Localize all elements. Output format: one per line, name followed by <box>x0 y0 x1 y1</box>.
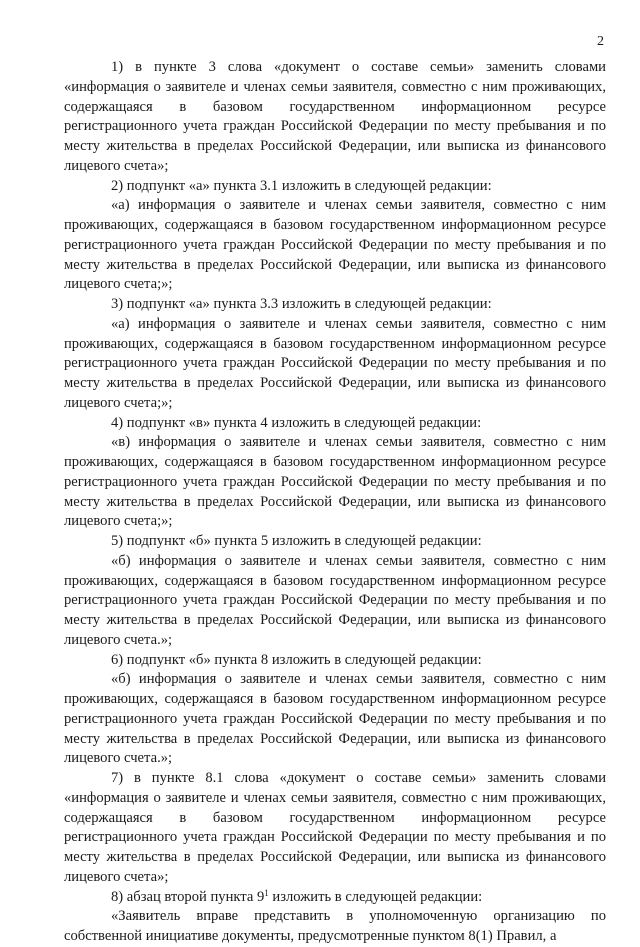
paragraph-item-3-text: «а) информация о заявителе и членах семьи заявителя, совместно с ним проживающих, содержащаяся в базовом государственном информационном ресурсе регистрационного учета граждан Российской Федерации по месту пребывания и по месту жительства в пределах Российской Федерации, или выписка из финансового лицевого счета;»; <box>64 315 606 411</box>
paragraph-item-1: 1) в пункте 3 слова «документ о составе семьи» заменить словами «информация о заявителе и членах семьи заявителя, совместно с ним проживающих, содержащаяся в базовом государственном информационном ресурсе регистрационного учета граждан Российской Федерации по месту пребывания и по месту жительства в пределах Российской Федерации, или выписка из финансового лицевого счета»; <box>64 59 606 174</box>
page-number: 2 <box>597 34 604 49</box>
item-8-text-start: 8) абзац второй пункта 9 <box>111 888 265 905</box>
paragraph-item-7: 7) в пункте 8.1 слова «документ о составе семьи» заменить словами «информация о заявителе и членах семьи заявителя, совместно с ним проживающих, содержащаяся в базовом государственном информационном ресурсе регистрационного учета граждан Российской Федерации по месту пребывания и по месту жительства в пределах Российской Федерации, или выписка из финансового лицевого счета»; <box>64 770 606 885</box>
paragraph-item-8-text: «Заявитель вправе представить в уполномоченную организацию по собственной инициативе документы, предусмотренные пунктом 8(1) Правил, а <box>64 908 606 944</box>
paragraph-item-2-text: «а) информация о заявителе и членах семьи заявителя, совместно с ним проживающих, содержащаяся в базовом государственном информационном ресурсе регистрационного учета граждан Российской Федерации по месту пребывания и по месту жительства в пределах Российской Федерации, или выписка из финансового лицевого счета;»; <box>64 197 606 293</box>
paragraph-item-6-text: «б) информация о заявителе и членах семьи заявителя, совместно с ним проживающих, содержащаяся в базовом государственном информационном ресурсе регистрационного учета граждан Российской Федерации по месту пребывания и по месту жительства в пределах Российской Федерации, или выписка из финансового лицевого счета.»; <box>64 671 606 767</box>
document-body <box>64 58 606 947</box>
paragraph-item-6: 6) подпункт «б» пункта 8 изложить в следующей редакции: <box>111 651 482 668</box>
paragraph-item-5: 5) подпункт «б» пункта 5 изложить в следующей редакции: <box>111 533 482 549</box>
paragraph-item-2: 2) подпункт «а» пункта 3.1 изложить в следующей редакции: <box>111 177 492 194</box>
paragraph-item-8 <box>64 888 606 908</box>
paragraph-item-3: 3) подпункт «а» пункта 3.3 изложить в следующей редакции: <box>111 296 492 312</box>
paragraph-item-5-text: «б) информация о заявителе и членах семьи заявителя, совместно с ним проживающих, содержащаяся в базовом государственном информационном ресурсе регистрационного учета граждан Российской Федерации по месту пребывания и по месту жительства в пределах Российской Федерации, или выписка из финансового лицевого счета.»; <box>64 552 606 648</box>
paragraph-item-4: 4) подпункт «в» пункта 4 изложить в следующей редакции: <box>111 414 482 431</box>
item-8-superscript: 1 <box>264 887 269 898</box>
item-8-text-end: изложить в следующей редакции: <box>268 888 483 905</box>
paragraph-item-4-text: «в) информация о заявителе и членах семьи заявителя, совместно с ним проживающих, содержащаяся в базовом государственном информационном ресурсе регистрационного учета граждан Российской Федерации по месту пребывания и по месту жительства в пределах Российской Федерации, или выписка из финансового лицевого счета;»; <box>64 434 606 530</box>
